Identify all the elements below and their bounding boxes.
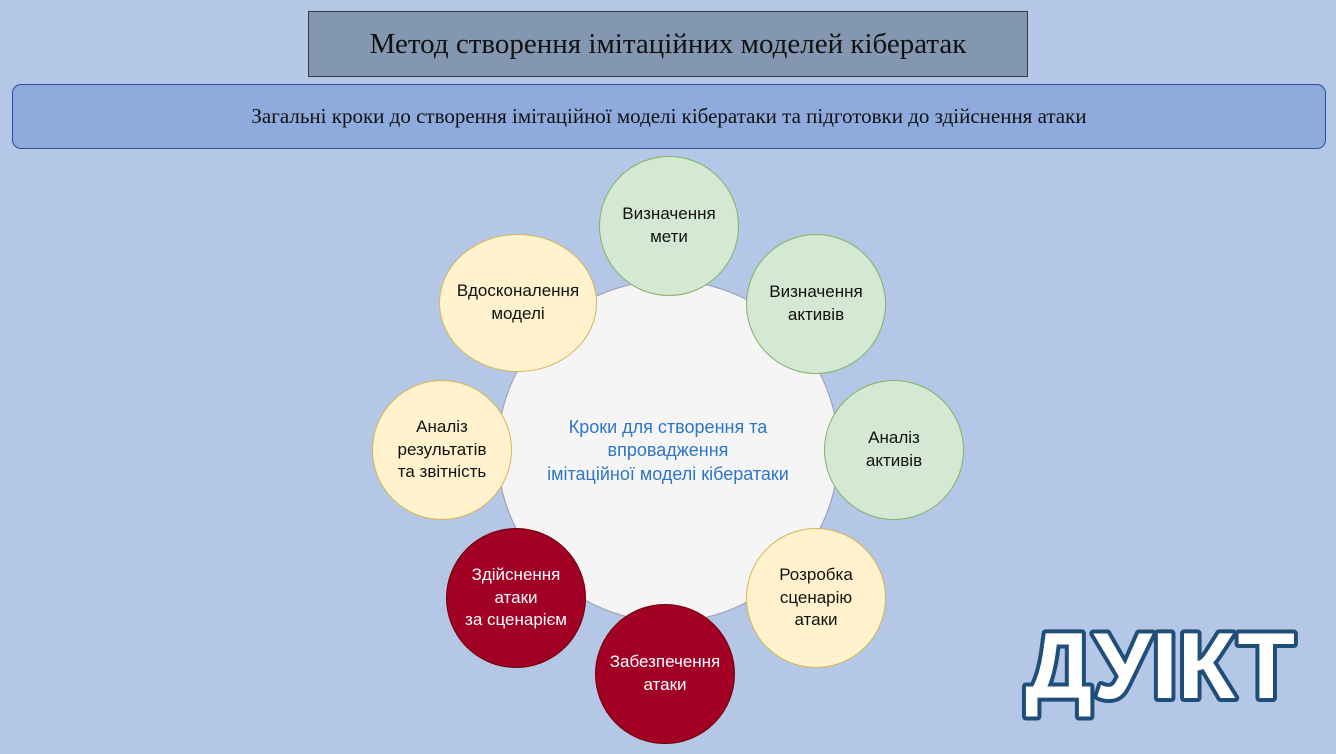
step-define-assets [746, 234, 886, 374]
step-line: результатів [397, 439, 487, 459]
step-line: Визначення [769, 282, 863, 302]
step-line: та звітність [397, 462, 487, 482]
subtitle-banner [12, 84, 1326, 149]
step-line: Забезпечення [609, 652, 721, 672]
center-label [547, 416, 789, 486]
center-line: Кроки для створення та [568, 416, 768, 437]
step-improve-model [439, 234, 597, 372]
step-analyze-results [372, 380, 512, 520]
center-line: імітаційної моделі кібератаки [547, 463, 789, 484]
step-line: активів [787, 305, 845, 324]
step-analyze-assets [824, 380, 964, 520]
step-line: мети [650, 227, 688, 246]
step-provide-attack [595, 604, 735, 744]
subtitle-text: Загальні кроки до створення імітаційної моделі кібератаки та підготовки до здійснення атаки [251, 104, 1087, 128]
step-line: за сценарієм [465, 610, 567, 630]
step-line: Розробка [779, 564, 853, 584]
step-line: атаки [643, 675, 687, 694]
step-develop-scenario [746, 528, 886, 668]
step-line: активів [865, 451, 923, 470]
logo [1010, 608, 1310, 718]
center-line: впровадження [607, 440, 729, 461]
page-title [308, 11, 1028, 77]
step-line: атаки [494, 587, 538, 607]
step-line: моделі [491, 304, 545, 323]
step-line: Аналіз [416, 416, 468, 436]
step-line: Здійснення [471, 564, 561, 584]
step-execute-attack [446, 528, 586, 668]
page-title-text: Метод створення імітаційних моделей кібератак [369, 27, 967, 60]
step-line: сценарію [779, 587, 853, 607]
step-line: Аналіз [868, 428, 920, 448]
step-line: Вдосконалення [456, 281, 580, 301]
step-line: атаки [794, 610, 838, 630]
step-line: Визначення [622, 204, 716, 224]
logo-text: ДУІКТ [1025, 613, 1295, 718]
step-define-goal [599, 156, 739, 296]
